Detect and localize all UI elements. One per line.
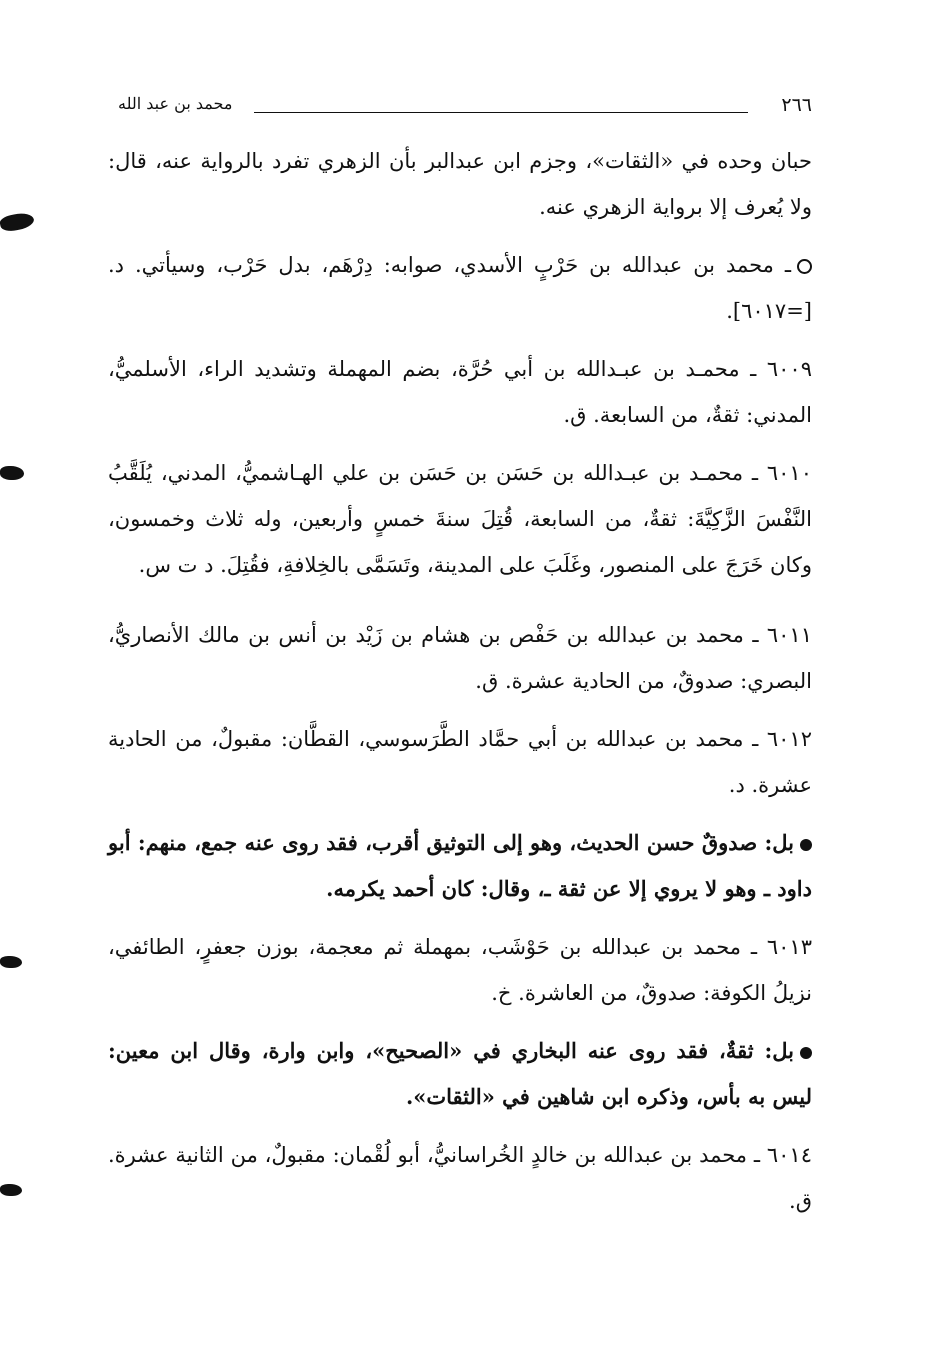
header-rule	[254, 112, 748, 113]
note-6012	[108, 820, 812, 912]
note-6013	[108, 1028, 812, 1120]
paragraph-text: بل: ثقةٌ، فقد روى عنه البخاري في «الصحيح»، وابن وارة، وقال ابن معين: ليس به بأس، وذكره ابن شاهين في «الثقات».	[108, 1038, 812, 1109]
filled-dot-icon	[800, 1047, 812, 1059]
page-number: ٢٦٦	[781, 94, 812, 116]
paragraph-text: ٦٠١٣ ـ محمد بن عبدالله بن حَوْشَب، بمهملة ثم معجمة، بوزن جعفرٍ، الطائفي، نزيلُ الكوفة: صدوقٌ، من العاشرة. خ.	[108, 935, 812, 1005]
filled-dot-icon	[800, 839, 812, 851]
entry-6014	[108, 1132, 812, 1224]
paragraph-text: ٦٠١٠ ـ محمـد بن عبـدالله بن حَسَن بن حَسَن بن علي الهـاشميُّ، المدني، يُلَقَّبُ النَّفْسَ الزَّكِيَّةَ: ثقةٌ، من السابعة، قُتِلَ سنةَ خمسٍ وأربعين، وله ثلاث وخمسون، وكان خَرَجَ على المنصور، وغَلَبَ على المدينة، وتَسَمَّى بالخِلافةِ، فقُتِلَ. د ت س.	[108, 461, 812, 577]
entry-6011	[108, 612, 812, 704]
paragraph-text: ـ محمد بن عبدالله بن حَرْبٍ الأسدي، صوابه: دِرْهَم، بدل حَرْب، وسيأتي. د. [=٦٠١٧].	[108, 253, 812, 323]
paragraph-text: بل: صدوقٌ حسن الحديث، وهو إلى التوثيق أقرب، فقد روى عنه جمع، منهم: أبو داود ـ وهو لا يروي إلا عن ثقة ـ، وقال: كان أحمد يكرمه.	[108, 830, 812, 901]
scan-blemish	[0, 466, 24, 480]
entry-6009	[108, 346, 812, 438]
page-body	[108, 138, 812, 1236]
entry-6013	[108, 924, 812, 1016]
scan-blemish	[0, 1184, 22, 1196]
paragraph-text: ٦٠١١ ـ محمد بن عبدالله بن حَفْص بن هشام بن زَيْد بن أنس بن مالك الأنصاريُّ، البصري: صدوقٌ، من الحادية عشرة. ق.	[108, 623, 812, 693]
running-title: محمد بن عبد الله	[118, 94, 233, 113]
paragraph-continuation	[108, 138, 812, 230]
hollow-circle-icon	[797, 259, 812, 274]
scan-blemish	[0, 956, 22, 968]
page-header	[118, 92, 812, 122]
entry-6012	[108, 716, 812, 808]
entry-6010	[108, 450, 812, 588]
paragraph-text: ٦٠١٢ ـ محمد بن عبدالله بن أبي حمَّاد الطَّرَسوسي، القطَّان: مقبولٌ، من الحادية عشرة. د.	[108, 727, 812, 797]
paragraph-text: ٦٠٠٩ ـ محمـد بن عبـدالله بن أبي حُرَّة، بضم المهملة وتشديد الراء، الأسلميُّ، المدني: ثقةٌ، من السابعة. ق.	[108, 357, 812, 427]
paragraph-text: حبان وحده في «الثقات»، وجزم ابن عبدالبر بأن الزهري تفرد بالرواية عنه، قال: ولا يُعرف إلا برواية الزهري عنه.	[108, 149, 812, 219]
paragraph-circle-note	[108, 242, 812, 334]
paragraph-text: ٦٠١٤ ـ محمد بن عبدالله بن خالدٍ الخُراسانيُّ، أبو لُقْمان: مقبولٌ، من الثانية عشرة. ق.	[108, 1143, 812, 1213]
scan-blemish	[0, 211, 35, 234]
